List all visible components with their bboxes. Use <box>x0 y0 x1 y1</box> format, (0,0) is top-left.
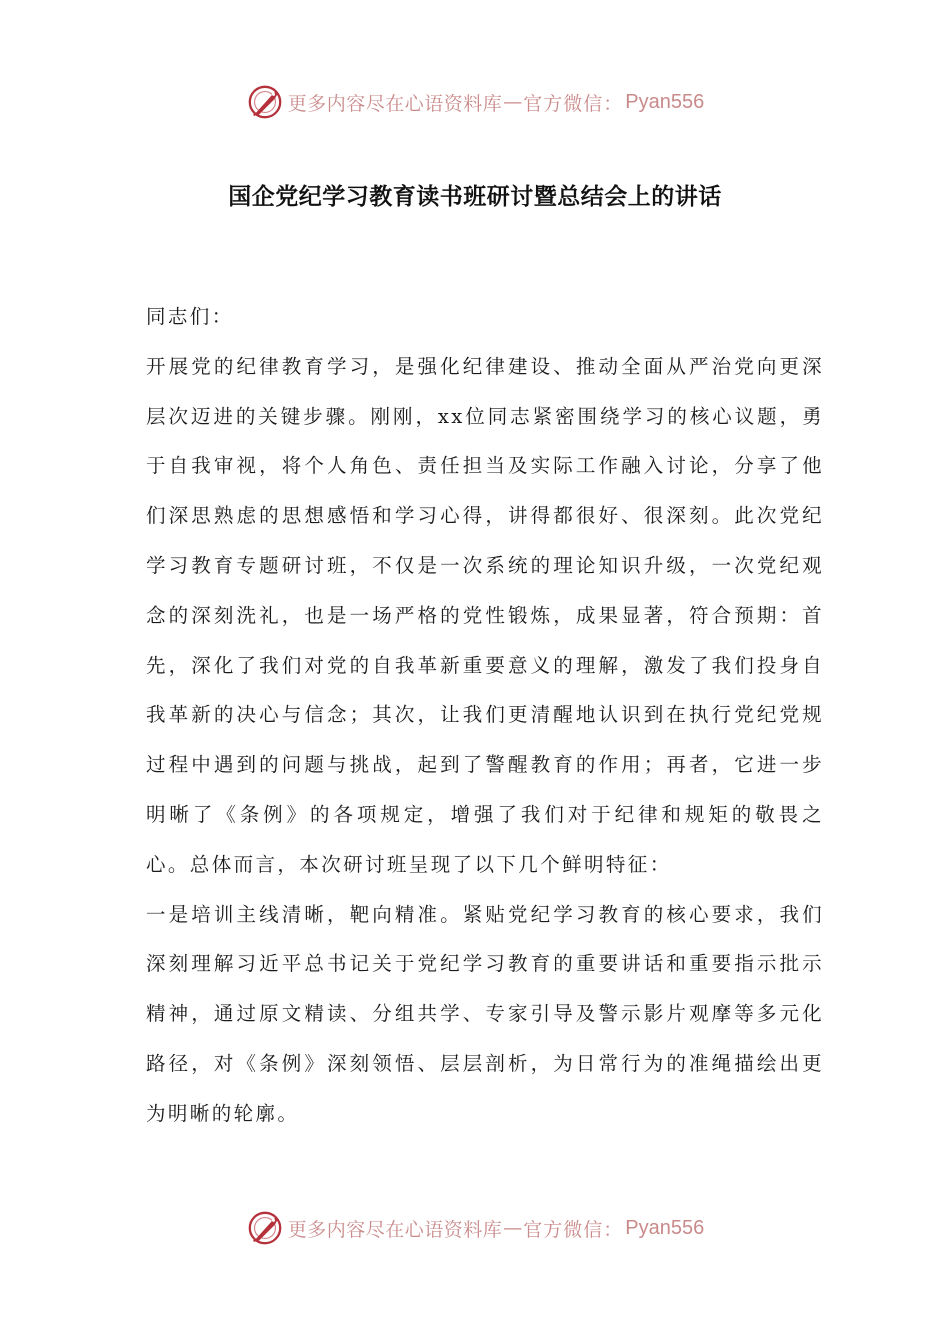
watermark-banner-top <box>0 80 950 124</box>
paragraph-1: 开展党的纪律教育学习，是强化纪律建设、推动全面从严治党向更深层次迈进的关键步骤。刚刚，xx位同志紧密围绕学习的核心议题，勇于自我审视，将个人角色、责任担当及实际工作融入讨论，分享了他们深思熟虑的思想感悟和学习心得，讲得都很好、很深刻。此次党纪学习教育专题研讨班，不仅是一次系统的理论知识升级，一次党纪观念的深刻洗礼，也是一场严格的党性锻炼，成果显著，符合预期：首先，深化了我们对党的自我革新重要意义的理解，激发了我们投身自我革新的决心与信念；其次，让我们更清醒地认识到在执行党纪党规过程中遇到的问题与挑战，起到了警醒教育的作用；再者，它进一步明晰了《条例》的各项规定，增强了我们对于纪律和规矩的敬畏之心。总体而言，本次研讨班呈现了以下几个鲜明特征： <box>146 354 824 876</box>
watermark-wechat-id: Pyan556 <box>625 90 705 113</box>
pen-nib-logo-icon <box>246 1209 284 1247</box>
watermark-text: 更多内容尽在心语资料库 <box>287 92 503 115</box>
watermark-banner-bottom <box>0 1206 950 1250</box>
pen-nib-logo-icon <box>246 83 284 121</box>
watermark-dash: — <box>503 91 523 113</box>
watermark-text: 更多内容尽在心语资料库 <box>287 1218 503 1241</box>
watermark-dash: — <box>503 1217 523 1239</box>
watermark-wechat-label: 官方微信： <box>523 1218 624 1241</box>
watermark-wechat-label: 官方微信： <box>523 92 624 115</box>
salutation: 同志们： <box>146 305 234 328</box>
paragraph-2: 一是培训主线清晰，靶向精准。紧贴党纪学习教育的核心要求，我们深刻理解习近平总书记关于党纪学习教育的重要讲话和重要指示批示精神，通过原文精读、分组共学、专家引导及警示影片观摩等多元化路径，对《条例》深刻领悟、层层剖析，为日常行为的准绳描绘出更为明晰的轮廓。 <box>146 902 824 1125</box>
watermark-wechat-id: Pyan556 <box>625 1216 705 1239</box>
document-body <box>146 292 824 1139</box>
document-title: 国企党纪学习教育读书班研讨暨总结会上的讲话 <box>228 183 722 210</box>
